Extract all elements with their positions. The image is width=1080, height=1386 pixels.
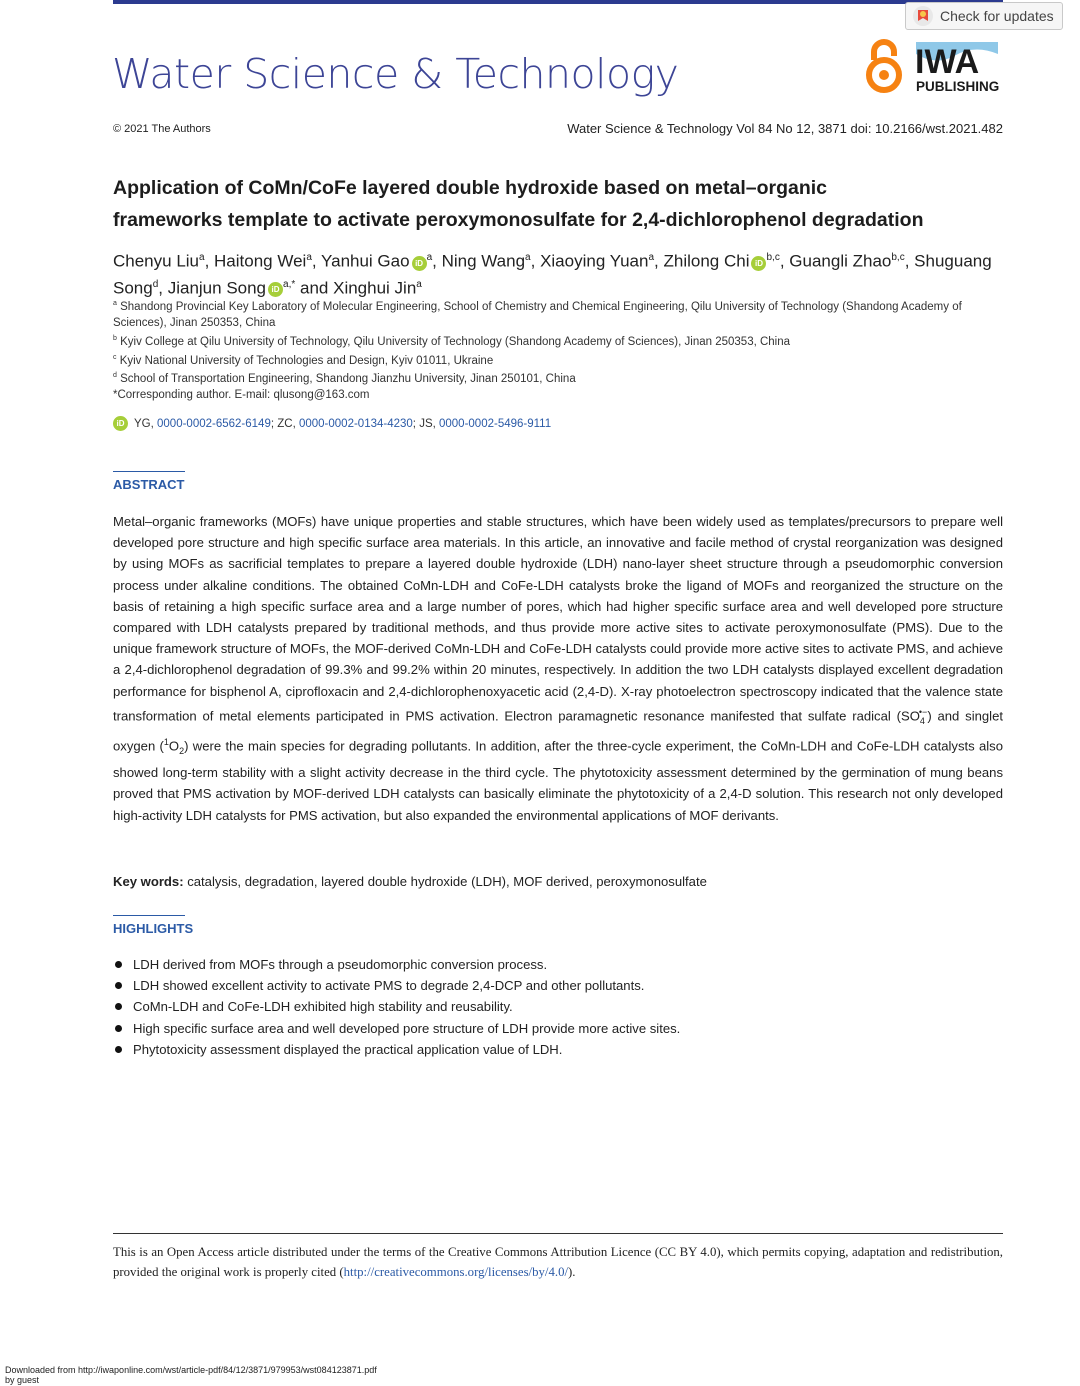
affiliations xyxy=(113,296,1013,403)
license-link[interactable]: http://creativecommons.org/licenses/by/4.0/ xyxy=(343,1265,569,1279)
iwa-publishing-logo xyxy=(914,38,1000,94)
abstract-rule xyxy=(113,471,185,472)
author-affiliation-mark: a,* xyxy=(283,278,296,290)
author-name[interactable]: Xiaoying Yuan xyxy=(540,251,649,271)
check-updates-icon xyxy=(912,5,934,27)
author-and: and xyxy=(300,278,329,298)
abstract-heading: ABSTRACT xyxy=(113,477,185,492)
orcid-separator: ; xyxy=(270,417,278,430)
orcid-icon[interactable]: iD xyxy=(751,256,766,271)
highlight-item: CoMn-LDH and CoFe-LDH exhibited high stability and reusability. xyxy=(113,996,680,1017)
check-updates-label: Check for updates xyxy=(940,8,1054,24)
highlight-item: High specific surface area and well developed pore structure of LDH provide more active sites. xyxy=(113,1018,680,1039)
author-affiliation-mark: b,c xyxy=(891,252,905,263)
author-name[interactable]: Shuguang Song xyxy=(113,251,992,298)
download-line: by guest xyxy=(5,1375,40,1385)
article-title xyxy=(113,172,1013,236)
iwa-logo-text: IWA xyxy=(915,43,980,81)
bullet-icon xyxy=(115,982,122,989)
keywords-text: catalysis, degradation, layered double hydroxide (LDH), MOF derived, peroxymonosulfate xyxy=(183,874,707,889)
author-affiliation-mark: a xyxy=(648,252,655,263)
publishing-logo-text: PUBLISHING xyxy=(916,79,1000,94)
orcid-initials: JS, xyxy=(419,417,439,430)
affiliation: $^a$ Shandong Provincial Key Laboratory of Molecular Engineering, School of Chemistry and Chemical Engineering, Qilu University of Technology (Shandong Academy of Sciences), Jinan 250353, China xyxy=(113,300,962,329)
affiliation: $^b$ Kyiv College at Qilu University of Technology, Qilu University of Technology (Shandong Academy of Sciences), Jinan 250353, China xyxy=(113,334,791,348)
author-affiliation-mark: b,c xyxy=(766,252,780,263)
author-affiliation-mark: a xyxy=(306,252,312,263)
keywords-label: Key words: xyxy=(113,874,184,889)
citation-line: Water Science & Technology Vol 84 No 12, 3871 doi: 10.2166/wst.2021.482 xyxy=(567,121,1003,136)
orcid-link[interactable]: 0000-0002-0134-4230 xyxy=(298,417,413,430)
author-name[interactable]: Xinghui Jin xyxy=(333,278,417,298)
highlight-item: LDH derived from MOFs through a pseudomorphic conversion process. xyxy=(113,954,680,975)
bullet-icon xyxy=(115,1046,122,1053)
abstract-body: Metal–organic frameworks (MOFs) have unique properties and stable structures, which have been widely used as templates/precursors to prepare well developed pore structure and high specific surface area materials. In this article, an innovative and facile method of crystal reorganization was designed by using MOFs as sacrificial templates to prepare a layered double hydroxide (LDH) nano-layer sheet structure through a pseudomorphic conversion process under alkaline conditions. The obtained CoMn-LDH and CoFe-LDH catalysts broke the ligand of MOFs and reorganized the structure on the basis of retaining a high specific surface area and a large number of pores, which had higher specific surface area and well developed pore structure compared with LDH catalysts prepared by traditional methods, and thus provide more active sites to activate peroxymonosulfate (PMS). Due to the unique framework structure of MOFs, the MOF-derived CoMn-LDH and CoFe-LDH catalysts could provide more active sites to activate PMS, and achieve a 2,4-dichlorophenol degradation of 99.3% and 99.2% within 20 minutes, respectively. In addition the two LDH catalysts displayed excellent degradation performance for bisphenol A, ciprofloxacin and 2,4-dichlorophenoxyacetic acid (2,4-D). X-ray photoelectron spectroscopy indicated that the valence state transformation of metal elements participated in PMS activation. Electron paramagnetic resonance manifested that sulfate radical $(SO_4^{•-})$ and singlet oxygen $(^1O_2)$ were the main species for degrading pollutants. In addition, after the three-cycle experiment, the CoMn-LDH and CoFe-LDH catalysts also showed long-term stability with a slight activity decrease in the third cycle. The phytotoxicity assessment determined by the germination of mung beans proved that PMS activation by MOF-derived LDH catalysts can basically eliminate the phytotoxicity of a 2,4-D solution. This research not only developed high-activity LDH catalysts for PMS activation, but also expanded the environmental applications of MOF derivants. xyxy=(113,514,1003,823)
check-for-updates-button[interactable] xyxy=(905,2,1063,30)
author-name[interactable]: Jianjun Song xyxy=(167,278,267,298)
author-affiliation-mark: a xyxy=(426,252,433,263)
affiliation: $^d$ School of Transportation Engineering, Shandong Jianzhu University, Jinan 250101, China xyxy=(113,372,576,386)
footer-rule xyxy=(113,1233,1003,1234)
highlights-list xyxy=(113,954,680,1060)
author-name[interactable]: Yanhui Gao xyxy=(321,251,410,271)
author-name[interactable]: Chenyu Liu xyxy=(113,251,200,271)
download-info xyxy=(5,1365,377,1385)
corresponding-author: *Corresponding author. E-mail: qlusong@163.com xyxy=(113,389,370,402)
bullet-icon xyxy=(115,961,122,968)
author-affiliation-mark: a xyxy=(416,278,422,290)
orcid-icon[interactable]: iD xyxy=(412,256,427,271)
author-affiliation-mark: a xyxy=(199,252,205,263)
bullet-icon xyxy=(115,1025,122,1032)
license-note: This is an Open Access article distributed under the terms of the Creative Commons Attribution Licence (CC BY 4.0), which permits copying, adaptation and redistribution, provided the original work is properly cited (http://creativecommons.org/licenses/by/4.0/). xyxy=(113,1245,1003,1279)
author-affiliation-mark: a xyxy=(525,252,531,263)
orcid-link[interactable]: 0000-0002-5496-9111 xyxy=(439,417,552,430)
highlights-heading: HIGHLIGHTS xyxy=(113,921,194,936)
orcid-link[interactable]: 0000-0002-6562-6149 xyxy=(157,417,271,430)
bullet-icon xyxy=(115,1003,122,1010)
orcid-separator: ; xyxy=(412,417,420,430)
copyright: © 2021 The Authors xyxy=(113,123,211,135)
open-access-lock-icon xyxy=(864,38,904,94)
orcid-line xyxy=(113,416,551,431)
orcid-initials: ZC, xyxy=(277,417,299,430)
download-line: Downloaded from http://iwaponline.com/wst/article-pdf/84/12/3871/979953/wst084123871.pdf xyxy=(5,1365,377,1375)
author-name[interactable]: Zhilong Chi xyxy=(663,251,750,271)
author-name[interactable]: Haitong Wei xyxy=(214,251,307,271)
affiliation: $^c$ Kyiv National University of Technologies and Design, Kyiv 01011, Ukraine xyxy=(113,353,494,367)
orcid-icon[interactable]: iD xyxy=(268,282,283,297)
highlight-item: Phytotoxicity assessment displayed the practical application value of LDH. xyxy=(113,1039,680,1060)
author-name[interactable]: Guangli Zhao xyxy=(789,251,892,271)
article-title-line: Application of CoMn/CoFe layered double hydroxide based on metal–organic xyxy=(113,177,828,199)
journal-title[interactable]: Water Science & Technology xyxy=(112,50,679,98)
top-rule xyxy=(113,0,1003,4)
author-name[interactable]: Ning Wang xyxy=(441,251,526,271)
author-affiliation-mark: d xyxy=(152,278,159,290)
article-title-line: frameworks template to activate peroxymonosulfate for 2,4-dichlorophenol degradation xyxy=(113,209,924,231)
orcid-icon: iD xyxy=(113,416,128,431)
keywords xyxy=(113,874,707,889)
author-list: Chenyu Liu$^a$, Haitong Wei$^a$, Yanhui Gao $iD^a$, Ning Wang$^a$, Xiaoying Yuan$^a$, Zhilong Chi iD$^{b,c}$, Guangli Zhao$^{b,c}$, Shuguang Song$^d$, Jianjun Song $iD^{a,*}$ and Xinghui Jin$^a$ xyxy=(113,251,992,298)
highlights-rule xyxy=(113,915,185,916)
orcid-initials: YG, xyxy=(134,417,158,430)
highlight-item: LDH showed excellent activity to activate PMS to degrade 2,4-DCP and other pollutants. xyxy=(113,975,680,996)
